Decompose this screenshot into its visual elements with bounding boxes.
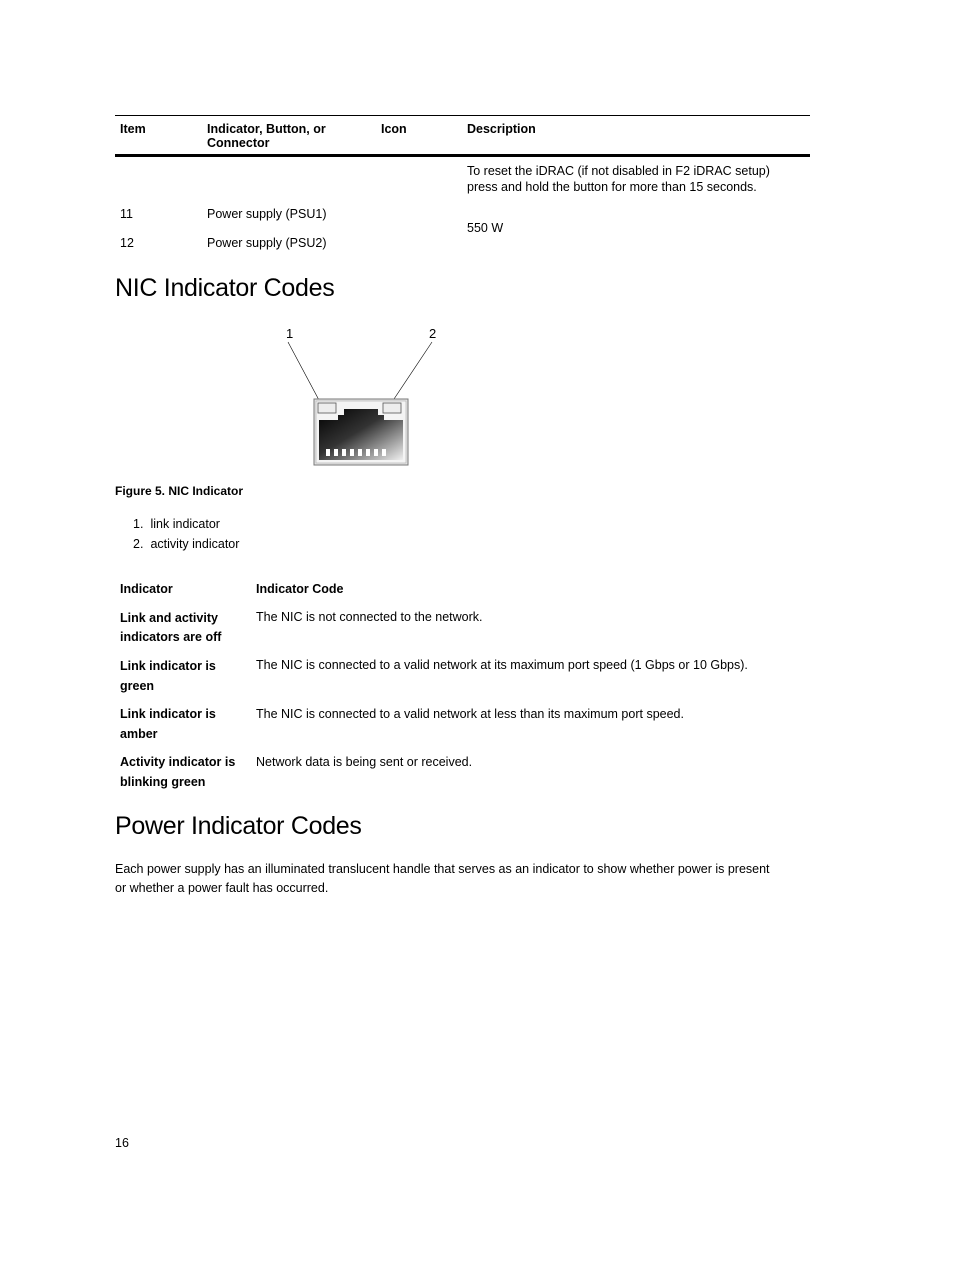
page-number: 16: [115, 1136, 129, 1150]
callout-line-1: [288, 342, 320, 402]
callout-line-2: [392, 342, 432, 402]
power-paragraph-line1: Each power supply has an illuminated translucent handle that serves as an indicator to show whether power is present: [115, 862, 770, 876]
list-item: [133, 536, 239, 552]
table-header-rule: [115, 154, 810, 157]
header-description: Description: [467, 122, 536, 136]
row-indicator-psu2: Power supply (PSU2): [207, 236, 327, 250]
nic-port-diagram: [270, 322, 450, 472]
nic-figure: [270, 322, 450, 472]
callout-2: 2: [429, 326, 437, 341]
power-paragraph-line2: or whether a power fault has occurred.: [115, 881, 329, 895]
row-item-12: 12: [120, 236, 134, 250]
link-led: [318, 403, 336, 413]
header-indicator-line1: Indicator, Button, or: [207, 122, 326, 136]
nic-row-indicator: Activity indicator is: [120, 755, 236, 769]
nic-row-indicator: Link indicator is: [120, 707, 216, 721]
nic-section-heading: NIC Indicator Codes: [115, 274, 335, 302]
nic-row-indicator: green: [120, 679, 155, 693]
power-section-heading: Power Indicator Codes: [115, 812, 362, 840]
nic-header-indicator: Indicator: [120, 582, 173, 596]
nic-row-code: The NIC is connected to a valid network at its maximum port speed (1 Gbps or 10 Gbps).: [256, 658, 748, 672]
callout-1: 1: [286, 326, 294, 341]
nic-row-indicator: amber: [120, 727, 158, 741]
nic-row-indicator: indicators are off: [120, 630, 222, 644]
nic-row-code: Network data is being sent or received.: [256, 755, 473, 769]
activity-led: [383, 403, 401, 413]
table-top-rule: [115, 115, 810, 116]
list-text: activity indicator: [150, 537, 240, 551]
header-icon: Icon: [381, 122, 407, 136]
row-description-psu: 550 W: [467, 221, 504, 235]
list-item: [133, 516, 220, 532]
row-description-line1: To reset the iDRAC (if not disabled in F2 iDRAC setup): [467, 164, 770, 178]
list-number: 2.: [133, 537, 144, 551]
row-item-11: 11: [120, 207, 133, 221]
nic-row-indicator: blinking green: [120, 775, 206, 789]
figure-caption: Figure 5. NIC Indicator: [115, 484, 244, 498]
row-description-line2: press and hold the button for more than 15 seconds.: [467, 180, 757, 194]
nic-row-code: The NIC is connected to a valid network at less than its maximum port speed.: [256, 707, 684, 721]
nic-row-indicator: Link and activity: [120, 611, 218, 625]
row-indicator-psu1: Power supply (PSU1): [207, 207, 327, 221]
list-number: 1.: [133, 517, 144, 531]
nic-row-code: The NIC is not connected to the network.: [256, 610, 483, 624]
header-indicator-line2: Connector: [207, 136, 270, 150]
list-text: link indicator: [150, 517, 220, 531]
header-item: Item: [120, 122, 146, 136]
nic-header-code: Indicator Code: [256, 582, 344, 596]
nic-row-indicator: Link indicator is: [120, 659, 216, 673]
